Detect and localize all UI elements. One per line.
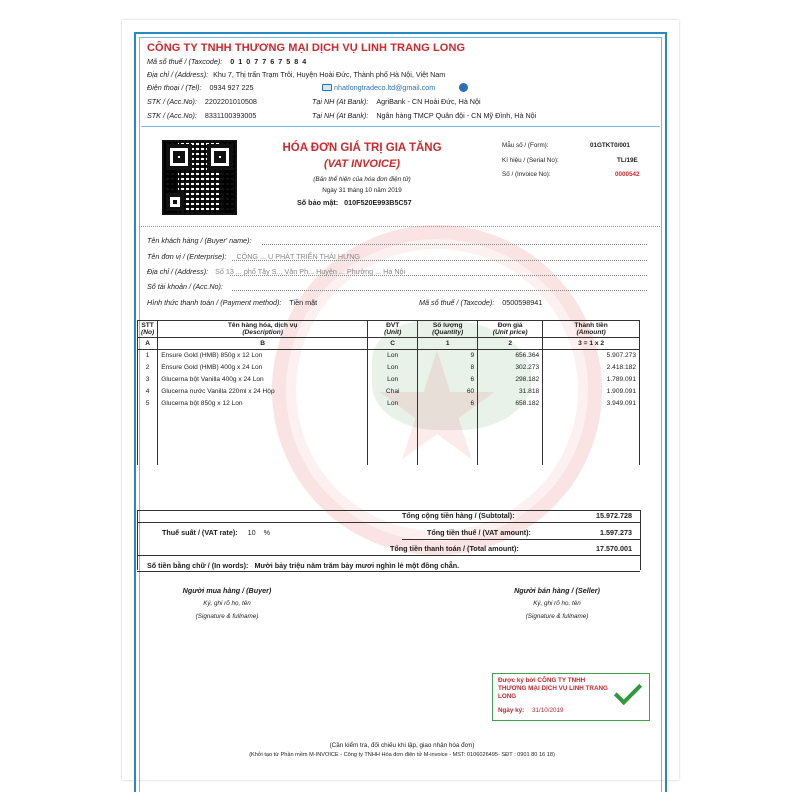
buyer-address: Số 13 ... phố Tây S... Văn Ph... Huyện ... Phường ... Hà Nội bbox=[215, 267, 406, 276]
amount-in-words-row: Số tiền bằng chữ / (In words): Mười bảy triệu năm trăm bảy mươi nghìn lẻ một đồng chẵn. bbox=[147, 561, 460, 570]
vat-rate-row: Thuế suất / (VAT rate): 10 % bbox=[162, 528, 271, 537]
security-code: 010F520E993B5C57 bbox=[344, 198, 412, 207]
invoice-note: (Bản thể hiện của hóa đơn điện tử) bbox=[313, 176, 411, 183]
buyer-signature-title: Người mua hàng / (Buyer) bbox=[182, 586, 272, 595]
mail-icon bbox=[322, 84, 332, 91]
seller-account-row-2: STK / (Acc.No): 8331100393005 bbox=[147, 111, 257, 120]
buyer-name-row: Tên khách hàng / (Buyer' name): bbox=[147, 236, 252, 245]
seller-company-name: CÔNG TY TNHH THƯƠNG MẠI DỊCH VỤ LINH TRANG LONG bbox=[147, 42, 466, 54]
serial-label: Kí hiệu / (Serial No): bbox=[502, 157, 559, 164]
buyer-account-row: Số tài khoản / (Acc.No): bbox=[147, 282, 223, 291]
table-row: 5 Glucerna bột 850g x 12 Lon Lon 6 658.182 3.949.091 bbox=[138, 398, 640, 410]
footer-note: (Cần kiểm tra, đối chiếu khi lập, giao nhận hóa đơn) bbox=[329, 742, 475, 749]
payment-method: Tiền mặt bbox=[289, 298, 318, 307]
amount-in-words: Mười bảy triệu năm trăm bảy mươi nghìn lẻ một đồng chẵn. bbox=[254, 561, 460, 570]
vat-amount-label: Tổng tiền thuế / (VAT amount): bbox=[427, 528, 531, 537]
table-row: 3 Glucerna bột Vanilla 400g x 24 Lon Lon 6 298.182 1.789.091 bbox=[138, 374, 640, 386]
form-label: Mẫu số / (Form): bbox=[502, 142, 549, 149]
checkmark-icon bbox=[614, 677, 642, 705]
buyer-signature-hint: Ký, ghi rõ họ, tên bbox=[203, 600, 251, 607]
invoice-page bbox=[122, 20, 679, 780]
buyer-tax-row: Mã số thuế / (Taxcode): 0500598941 bbox=[419, 298, 543, 307]
stamp-date: 31/10/2019 bbox=[532, 707, 564, 714]
total-label: Tổng tiền thanh toán / (Total amount): bbox=[390, 544, 519, 553]
seller-tax-code: 0 1 0 7 7 6 7 5 8 4 bbox=[230, 57, 308, 66]
seller-phone-row: Điện thoại / (Tel): 0934 927 225 bbox=[147, 83, 254, 92]
invoice-subtitle: (VAT INVOICE) bbox=[324, 158, 400, 170]
number-label: Số / (Invoice No): bbox=[502, 171, 551, 178]
digital-signature-stamp[interactable]: Được ký bởi CÔNG TY TNHH THƯƠNG MẠI DỊCH VỤ LINH TRANG LONG Ngày ký: 31/10/2019 bbox=[492, 673, 650, 721]
column-codes-row: A B C 1 2 3 = 1 x 2 bbox=[138, 338, 640, 350]
table-row: 1 Ensure Gold (HMB) 850g x 12 Lon Lon 9 656.364 5.907.273 bbox=[138, 350, 640, 362]
seller-signature-hint-en: (Signature & fullname) bbox=[525, 613, 589, 620]
seller-bank-row-1: Tại NH (At Bank): AgriBank - CN Hoài Đức, Hà Nội bbox=[312, 97, 481, 106]
invoice-title: HÓA ĐƠN GIÁ TRỊ GIA TĂNG bbox=[282, 142, 442, 154]
seller-email[interactable]: nhatlongtradeco.ltd@gmail.com bbox=[322, 83, 468, 92]
serial-value: TL/19E bbox=[617, 157, 638, 164]
seller-bank-row-2: Tại NH (At Bank): Ngân hàng TMCP Quân đội - CN Mỹ Đình, Hà Nội bbox=[312, 111, 537, 120]
subtotal-label: Tổng cộng tiền hàng / (Subtotal): bbox=[402, 511, 515, 520]
vat-amount-value: 1.597.273 bbox=[600, 528, 632, 537]
seller-signature-hint: Ký, ghi rõ họ, tên bbox=[533, 600, 581, 607]
subtotal-value: 15.972.728 bbox=[596, 511, 632, 520]
buyer-enterprise-row: Tên đơn vị / (Enterprise): CÔNG ... U PHÁT TRIỂN THÁI HƯNG bbox=[147, 252, 361, 261]
table-row: 2 Ensure Gold (HMB) 400g x 24 Lon Lon 8 302.273 2.418.182 bbox=[138, 362, 640, 374]
security-row: Số bảo mật: 010F520E993B5C57 bbox=[297, 198, 412, 207]
payment-row: Hình thức thanh toán / (Payment method): Tiền mặt bbox=[147, 298, 318, 307]
table-row: 4 Glucerna nước Vanilla 220ml x 24 Hộp Chai 60 31.818 1.909.091 bbox=[138, 386, 640, 398]
buyer-signature-hint-en: (Signature & fullname) bbox=[195, 613, 259, 620]
footer-software: (Khởi tạo từ Phần mềm M-INVOICE - Công ty TNHH Hóa đơn điện tử M-invoice - MST: 0106026495- SĐT : 0901 80 16 18) bbox=[249, 752, 555, 758]
vat-rate-value: 10 bbox=[247, 528, 256, 537]
seller-tax-row: Mã số thuế / (Taxcode): 0 1 0 7 7 6 7 5 8 4 bbox=[147, 57, 308, 66]
number-value: 0000542 bbox=[615, 171, 640, 178]
form-value: 01GTKT0/001 bbox=[590, 142, 630, 149]
buyer-address-row: Địa chỉ / (Address): Số 13 ... phố Tây S... Văn Ph... Huyện ... Phường ... Hà Nội bbox=[147, 267, 406, 276]
seller-account-row-1: STK / (Acc.No): 2202201010508 bbox=[147, 97, 257, 106]
seller-signature-title: Người bán hàng / (Seller) bbox=[514, 586, 600, 595]
seller-address-row: Địa chỉ / (Address): Khu 7, Thị trấn Trạm Trôi, Huyện Hoài Đức, Thành phố Hà Nội, Việt Nam bbox=[147, 70, 446, 79]
items-table: STT (No) Tên hàng hóa, dịch vụ (Description) ĐVT (Unit) Số lượng (Quantity) Đơn giá (Unit price) Thành tiền (Amount) A B C 1 2 3 = 1 x 2 1 Ensure Gold (HMB) 850g x 12 Lon Lon 9 656.364 5.907.273 2 Ensure Gold (HMB) 400g x 24 Lon Lon 8 302.273 2.418.182 3 Glucerna bột Vanilla 400g x 24 Lon Lon 6 298.182 1.789.091 4 Glucerna nước Vanilla 220ml x 24 Hộp Chai 60 31.818 1.909.091 5 Glucerna bột 850g x 12 Lon Lon 6 658.182 3.949.091 bbox=[137, 320, 640, 465]
total-value: 17.570.001 bbox=[596, 544, 632, 553]
header-divider bbox=[141, 126, 660, 127]
home-icon bbox=[459, 83, 468, 92]
buyer-tax-code: 0500598941 bbox=[502, 298, 543, 307]
buyer-enterprise: CÔNG ... U PHÁT TRIỂN THÁI HƯNG bbox=[236, 252, 361, 261]
invoice-date: Ngày 31 tháng 10 năm 2019 bbox=[322, 187, 402, 194]
qr-code[interactable] bbox=[162, 140, 237, 215]
